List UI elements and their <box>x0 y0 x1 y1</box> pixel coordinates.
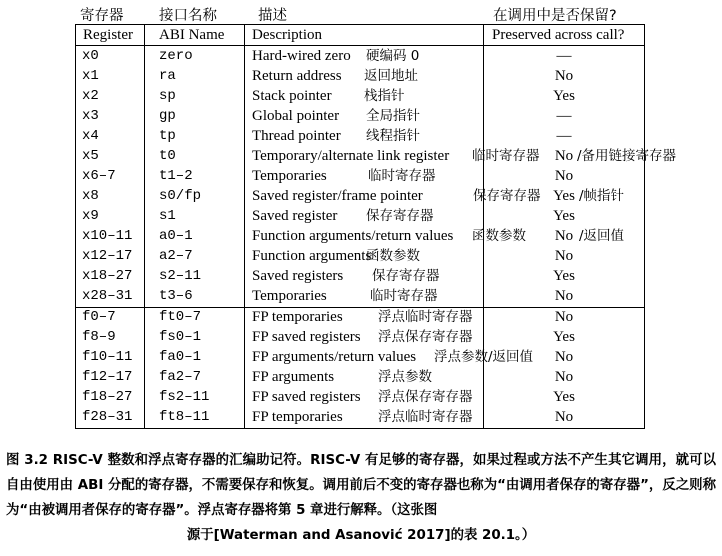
abi-name-cell: s1 <box>159 208 176 224</box>
register-cell: f18–27 <box>82 389 133 405</box>
abi-name-cell: t0 <box>159 148 176 164</box>
caption-last-line: 源于[Waterman and Asanović 2017]的表 20.1。） <box>186 528 536 543</box>
preserved-cell: No <box>554 168 574 184</box>
description-cell: Function arguments/return values <box>252 228 454 244</box>
table-row <box>0 66 722 86</box>
register-cell: x3 <box>82 108 99 124</box>
description-zh-cell: 硬编码 0 <box>366 48 420 64</box>
abi-name-cell: fa2–7 <box>159 369 202 385</box>
description-cell: FP temporaries <box>252 309 343 325</box>
table-row <box>0 126 722 146</box>
preserved-cell: Yes <box>553 208 575 224</box>
register-cell: x10–11 <box>82 228 133 244</box>
preserved-cell: Yes <box>553 389 575 405</box>
register-cell: x9 <box>82 208 99 224</box>
register-cell: f8–9 <box>82 329 116 345</box>
description-cell: Saved registers <box>252 268 344 284</box>
description-cell: Global pointer <box>252 108 340 124</box>
description-cell: Return address <box>252 68 342 84</box>
description-cell: Hard-wired zero <box>252 48 351 64</box>
preserved-cell: Yes <box>553 88 575 104</box>
abi-name-cell: zero <box>159 48 193 64</box>
preserved-cell: Yes <box>553 188 575 204</box>
abi-name-cell: t3–6 <box>159 288 193 304</box>
description-cell: Temporaries <box>252 288 327 304</box>
description-cell: FP saved registers <box>252 329 361 345</box>
description-zh-cell: 浮点临时寄存器 <box>378 309 473 325</box>
caption-text: 图 3.2 RISC-V 整数和浮点寄存器的汇编助记符。RISC-V 有足够的寄存器，如果过程或方法不产生其它调用，就可以自由使用由 ABI 分配的寄存器，不需要保存和恢复。调用前后不变的寄存器也称为“由调用者保存的寄存器”，反之则称为“由被调用者保存的寄存器”。浮点寄存器将第 5 章进行解释。（这张图 <box>6 453 716 518</box>
description-cell: Function arguments <box>252 248 372 264</box>
preserved-cell: No <box>554 68 574 84</box>
abi-name-cell: s2–11 <box>159 268 202 284</box>
preserved-cell: — <box>556 48 572 64</box>
table-bottom-rule <box>75 428 645 429</box>
description-zh-cell: 线程指针 <box>366 128 420 144</box>
description-zh-cell: 函数参数 <box>472 228 526 244</box>
description-cell: Temporaries <box>252 168 327 184</box>
register-cell: x4 <box>82 128 99 144</box>
register-cell: f10–11 <box>82 349 133 365</box>
description-zh-cell: 浮点参数/返回值 <box>434 349 534 365</box>
register-cell: x18–27 <box>82 268 133 284</box>
table-row <box>0 166 722 186</box>
preserved-cell: No <box>554 309 574 325</box>
abi-name-cell: ft0–7 <box>159 309 202 325</box>
preserved-cell: No <box>554 409 574 425</box>
register-cell: x6–7 <box>82 168 116 184</box>
table-top-rule <box>75 24 645 25</box>
description-zh-cell: 返回地址 <box>364 68 418 84</box>
abi-name-cell: ft8–11 <box>159 409 210 425</box>
table-row <box>0 106 722 126</box>
register-cell: f28–31 <box>82 409 133 425</box>
abi-name-cell: fs0–1 <box>159 329 202 345</box>
description-cell: Saved register <box>252 208 338 224</box>
description-zh-cell: 栈指针 <box>364 88 405 104</box>
header-preserved: Preserved across call? <box>492 27 625 43</box>
register-cell: x5 <box>82 148 99 164</box>
description-cell: FP saved registers <box>252 389 361 405</box>
table-row <box>0 146 722 166</box>
register-cell: f0–7 <box>82 309 116 325</box>
description-cell: Stack pointer <box>252 88 332 104</box>
zh-header-preserved: 在调用中是否保留? <box>493 8 617 24</box>
zh-header-abi-name: 接口名称 <box>159 8 217 24</box>
table-row <box>0 46 722 66</box>
table-row <box>0 86 722 106</box>
zh-header-register: 寄存器 <box>80 8 124 24</box>
description-zh-cell: 保存寄存器 <box>372 268 440 284</box>
register-cell: x0 <box>82 48 99 64</box>
preserved-zh-cell: /备用链接寄存器 <box>577 148 677 164</box>
description-zh-cell: 浮点参数 <box>378 369 432 385</box>
table-row <box>0 347 722 367</box>
abi-name-cell: gp <box>159 108 176 124</box>
preserved-cell: Yes <box>553 329 575 345</box>
table-row <box>0 307 722 327</box>
description-cell: Thread pointer <box>252 128 341 144</box>
table-row <box>0 266 722 286</box>
register-cell: x12–17 <box>82 248 133 264</box>
preserved-cell: No <box>554 349 574 365</box>
description-cell: Temporary/alternate link register <box>252 148 450 164</box>
preserved-cell: No <box>554 288 574 304</box>
table-row <box>0 387 722 407</box>
register-cell: x28–31 <box>82 288 133 304</box>
abi-name-cell: fa0–1 <box>159 349 202 365</box>
header-description: Description <box>252 27 322 43</box>
description-cell: FP arguments/return values <box>252 349 417 365</box>
abi-name-cell: s0/fp <box>159 188 202 204</box>
preserved-cell: — <box>556 128 572 144</box>
abi-name-cell: a0–1 <box>159 228 193 244</box>
preserved-cell: No <box>554 248 574 264</box>
description-cell: FP arguments <box>252 369 335 385</box>
description-cell: Saved register/frame pointer <box>252 188 423 204</box>
register-cell: f12–17 <box>82 369 133 385</box>
preserved-cell: — <box>556 108 572 124</box>
register-cell: x1 <box>82 68 99 84</box>
header-abi-name: ABI Name <box>159 27 225 43</box>
register-cell: x2 <box>82 88 99 104</box>
abi-name-cell: ra <box>159 68 176 84</box>
table-row <box>0 206 722 226</box>
description-zh-cell: 浮点保存寄存器 <box>378 389 473 405</box>
table-row <box>0 286 722 306</box>
table-row <box>0 407 722 427</box>
preserved-cell: No <box>554 369 574 385</box>
abi-name-cell: fs2–11 <box>159 389 210 405</box>
table-row <box>0 226 722 246</box>
zh-header-description: 描述 <box>258 8 287 24</box>
table-row <box>0 327 722 347</box>
description-zh-cell: 全局指针 <box>366 108 420 124</box>
abi-name-cell: a2–7 <box>159 248 193 264</box>
header-register: Register <box>83 27 133 43</box>
abi-name-cell: t1–2 <box>159 168 193 184</box>
description-zh-cell: 浮点保存寄存器 <box>378 329 473 345</box>
abi-name-cell: sp <box>159 88 176 104</box>
description-zh-cell: 临时寄存器 <box>472 148 540 164</box>
table-row <box>0 246 722 266</box>
preserved-cell: No <box>554 148 574 164</box>
table-row <box>0 367 722 387</box>
preserved-zh-cell: /帧指针 <box>579 188 625 204</box>
preserved-cell: No <box>554 228 574 244</box>
description-zh-cell: 临时寄存器 <box>370 288 438 304</box>
figure-caption <box>6 448 716 548</box>
description-zh-cell: 函数参数 <box>366 248 420 264</box>
description-zh-cell: 浮点临时寄存器 <box>378 409 473 425</box>
register-cell: x8 <box>82 188 99 204</box>
table-row <box>0 186 722 206</box>
abi-name-cell: tp <box>159 128 176 144</box>
preserved-zh-cell: /返回值 <box>579 228 625 244</box>
description-zh-cell: 保存寄存器 <box>473 188 541 204</box>
preserved-cell: Yes <box>553 268 575 284</box>
description-zh-cell: 保存寄存器 <box>366 208 434 224</box>
description-cell: FP temporaries <box>252 409 343 425</box>
description-zh-cell: 临时寄存器 <box>368 168 436 184</box>
